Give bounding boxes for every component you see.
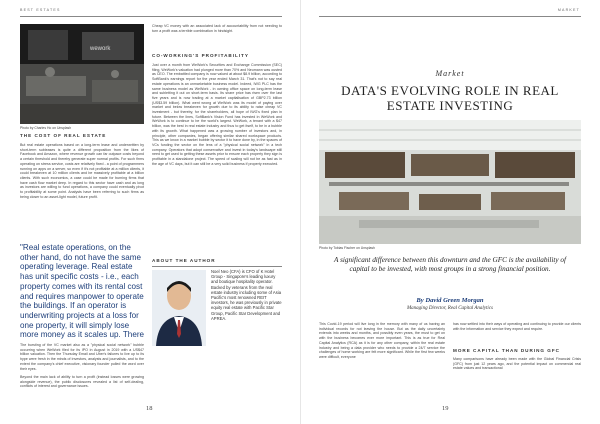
top-rule-left — [20, 16, 282, 17]
running-head-left: BEST ESTATES — [20, 8, 61, 12]
pull-quote: "Real estate operations, on the other hand, do not have the same operating leverage. Real estate has unit specific costs - i.e., each property comes with its rental cost and requires manpower to operate the buildings. If an operator is underwriting projects at a loss for one property, it will simply lose more money as it scales up. There — [20, 243, 144, 340]
author-role: Managing Director, Real Capital Analytics — [407, 306, 493, 311]
standfirst: A significant difference between this downturn and the GFC is the availability of capital to be invested, with most groups in a strong financial position. — [334, 256, 566, 273]
column2-intro: Cheap VC money with an associated lack of accountability from not needing to turn a profit was a terrible combination in hindsight. — [152, 24, 282, 33]
section-body-cost-continued: The bursting of the VC market also as a "physical social network" bubble occurring when WeWork filed for its IPO in August in 2019 with a US$47 billion valuation. Then the Thursday Email and Uber's failures to live up to its hype were fresh in the minds of investors, analysts and journalists, and to the extent the company's chief executive, visionary founder pulled the word over their eyes. — [20, 343, 144, 371]
section-heading-cost: THE COST OF REAL ESTATE — [20, 133, 107, 138]
author-byline: By David Green Morgan — [416, 297, 484, 304]
library-photo — [319, 120, 581, 244]
page-number-right: 19 — [442, 405, 449, 412]
section-heading-coworking: CO-WORKING'S PROFITABILITY — [152, 53, 249, 58]
section-body-coworking: Just over a month from WeWork's Securities and Exchange Commission (SEC) filing, WeWork's valuation had plunged more than 70% and Neumann was ousted as CEO. The embattled company is now valued at about $8.9 billion, according to SoftBank's earnings report for the year ended March 31. That's not to say real estate operations is an unmarketable business model. Indeed, IWG PLC has the same business model as WeWork - in owning office space on long-term lease and subletting it out on short-term basis. Its share price has risen over the last five years and is now trading at a market capitalisation of GBP2.73 billion (US$3.59 billion). What went wrong at WeWork was its model of paying over market and below breakeven for growth due to its ability to raise cheap VC investment - but thereby, for the shareholders, all hope of IWG's fixed plan in future. Between the lines, SoftBank's Vision Fund has invested in WeWork and WeWork is to continue to be the world's largest. WeWork, a tenant with a $47 billion, was the best in real estate industry and thus to get itself, to be in a bubble with its growth. What happened was a growing number of investors and, in principle, other companies, began offering similar shared workspace products. This as we know in a market bubble by sector it to have done by, in the spaces of VCs funding the sector on the lens of a "physical social network" in a tech company. Operators that adopt conservative and invest in today's landscape still need to get used to getting these assets prior to ensure each property they sign is profitable in a standalone project. The speed of scaling will not be as fast as in the age of VC days, but it can still be a very solid business if property executed. — [152, 63, 282, 166]
photo-caption-left: Photo by Charles Ho on Unsplash — [20, 126, 72, 130]
section-body-capital: Many comparisons have already been made with the Global Financial Crisis (GFC) from just 12 years ago, and the potential impact on commercial real estate values and transactional — [453, 357, 581, 371]
about-author-rule — [152, 266, 282, 267]
top-rule-right — [319, 16, 581, 17]
article-title: DATA'S EVOLVING ROLE IN REAL ESTATE INVESTING — [341, 83, 559, 113]
about-author-heading: ABOUT THE AUTHOR — [152, 258, 216, 263]
author-portrait — [152, 270, 206, 346]
office-photo — [20, 24, 144, 124]
section-body-cost: But real estate operations based on a long-term lease and underwritten by short-term subleases is quite a different proposition from the likes of Facebook and Amazon, where revenue growth can far outpace costs beyond a certain threshold and thereby generate super normal profits. For such firms operating on stress service, costs are relatively fixed - a point of programmers running on apps on a server, so even if it's not profitable at a million clients, it could breakeven at 10 million clients and be massively profitable at a billion clients. With such economics, a case could be made for burning firms that have cash flow market deep. In regard to this sector have cash and as long as investors are willing to fund operations, a company could eventually pivot to profitability at some point. Analysts have been referring to such firms as being closer to an asset-light model, future profit. — [20, 143, 144, 199]
photo-caption-right: Photo by Tobias Fischer on Unsplash — [319, 246, 375, 250]
svg-text:wework: wework — [90, 46, 111, 52]
author-bio: Noel Neo (CFA) is CFO of K Hotel Group - Singapore's leading luxury and boutique hospitality operator. Backed by veterans from the real estate industry including some of Asia Pacific's most renowned REIT investors, he was previously in private equity real estate with Pacific Star Group, Pacific Star Development and APREA. — [211, 269, 282, 321]
right-page — [300, 0, 600, 424]
running-head-right: MARKET — [557, 8, 580, 12]
section-body-cost-continued-2: Beyond the main lack of ability to turn a profit (instead losses were growing alongside revenue), the public disclosures revealed a list of self-dealing, conflicts of interest and governance issues. — [20, 375, 144, 389]
article-body-col1: This Covid-19 period will live long in the memory with many of us having an individual records for not leaving the house. But as the daily uncertainty extends into weeks and months, and possibly even years, the must to get on with the business becomes ever more important. This is as true for Real Capital Analytics (RCA) as it is for any other company, within the real estate industry and being a data provider who needs to provide a 24/7 service the challenges of home working are felt more significant. While the first few weeks were difficult, everyone — [319, 322, 445, 359]
section-kicker: Market — [435, 69, 465, 78]
section-heading-capital: MORE CAPITAL THAN DURING GFC — [453, 348, 560, 353]
page-number-left: 18 — [146, 405, 153, 412]
article-body-col2: has now settled into their ways of operating and continuing to provide our clients with the information and service they expect and require. — [453, 322, 581, 331]
